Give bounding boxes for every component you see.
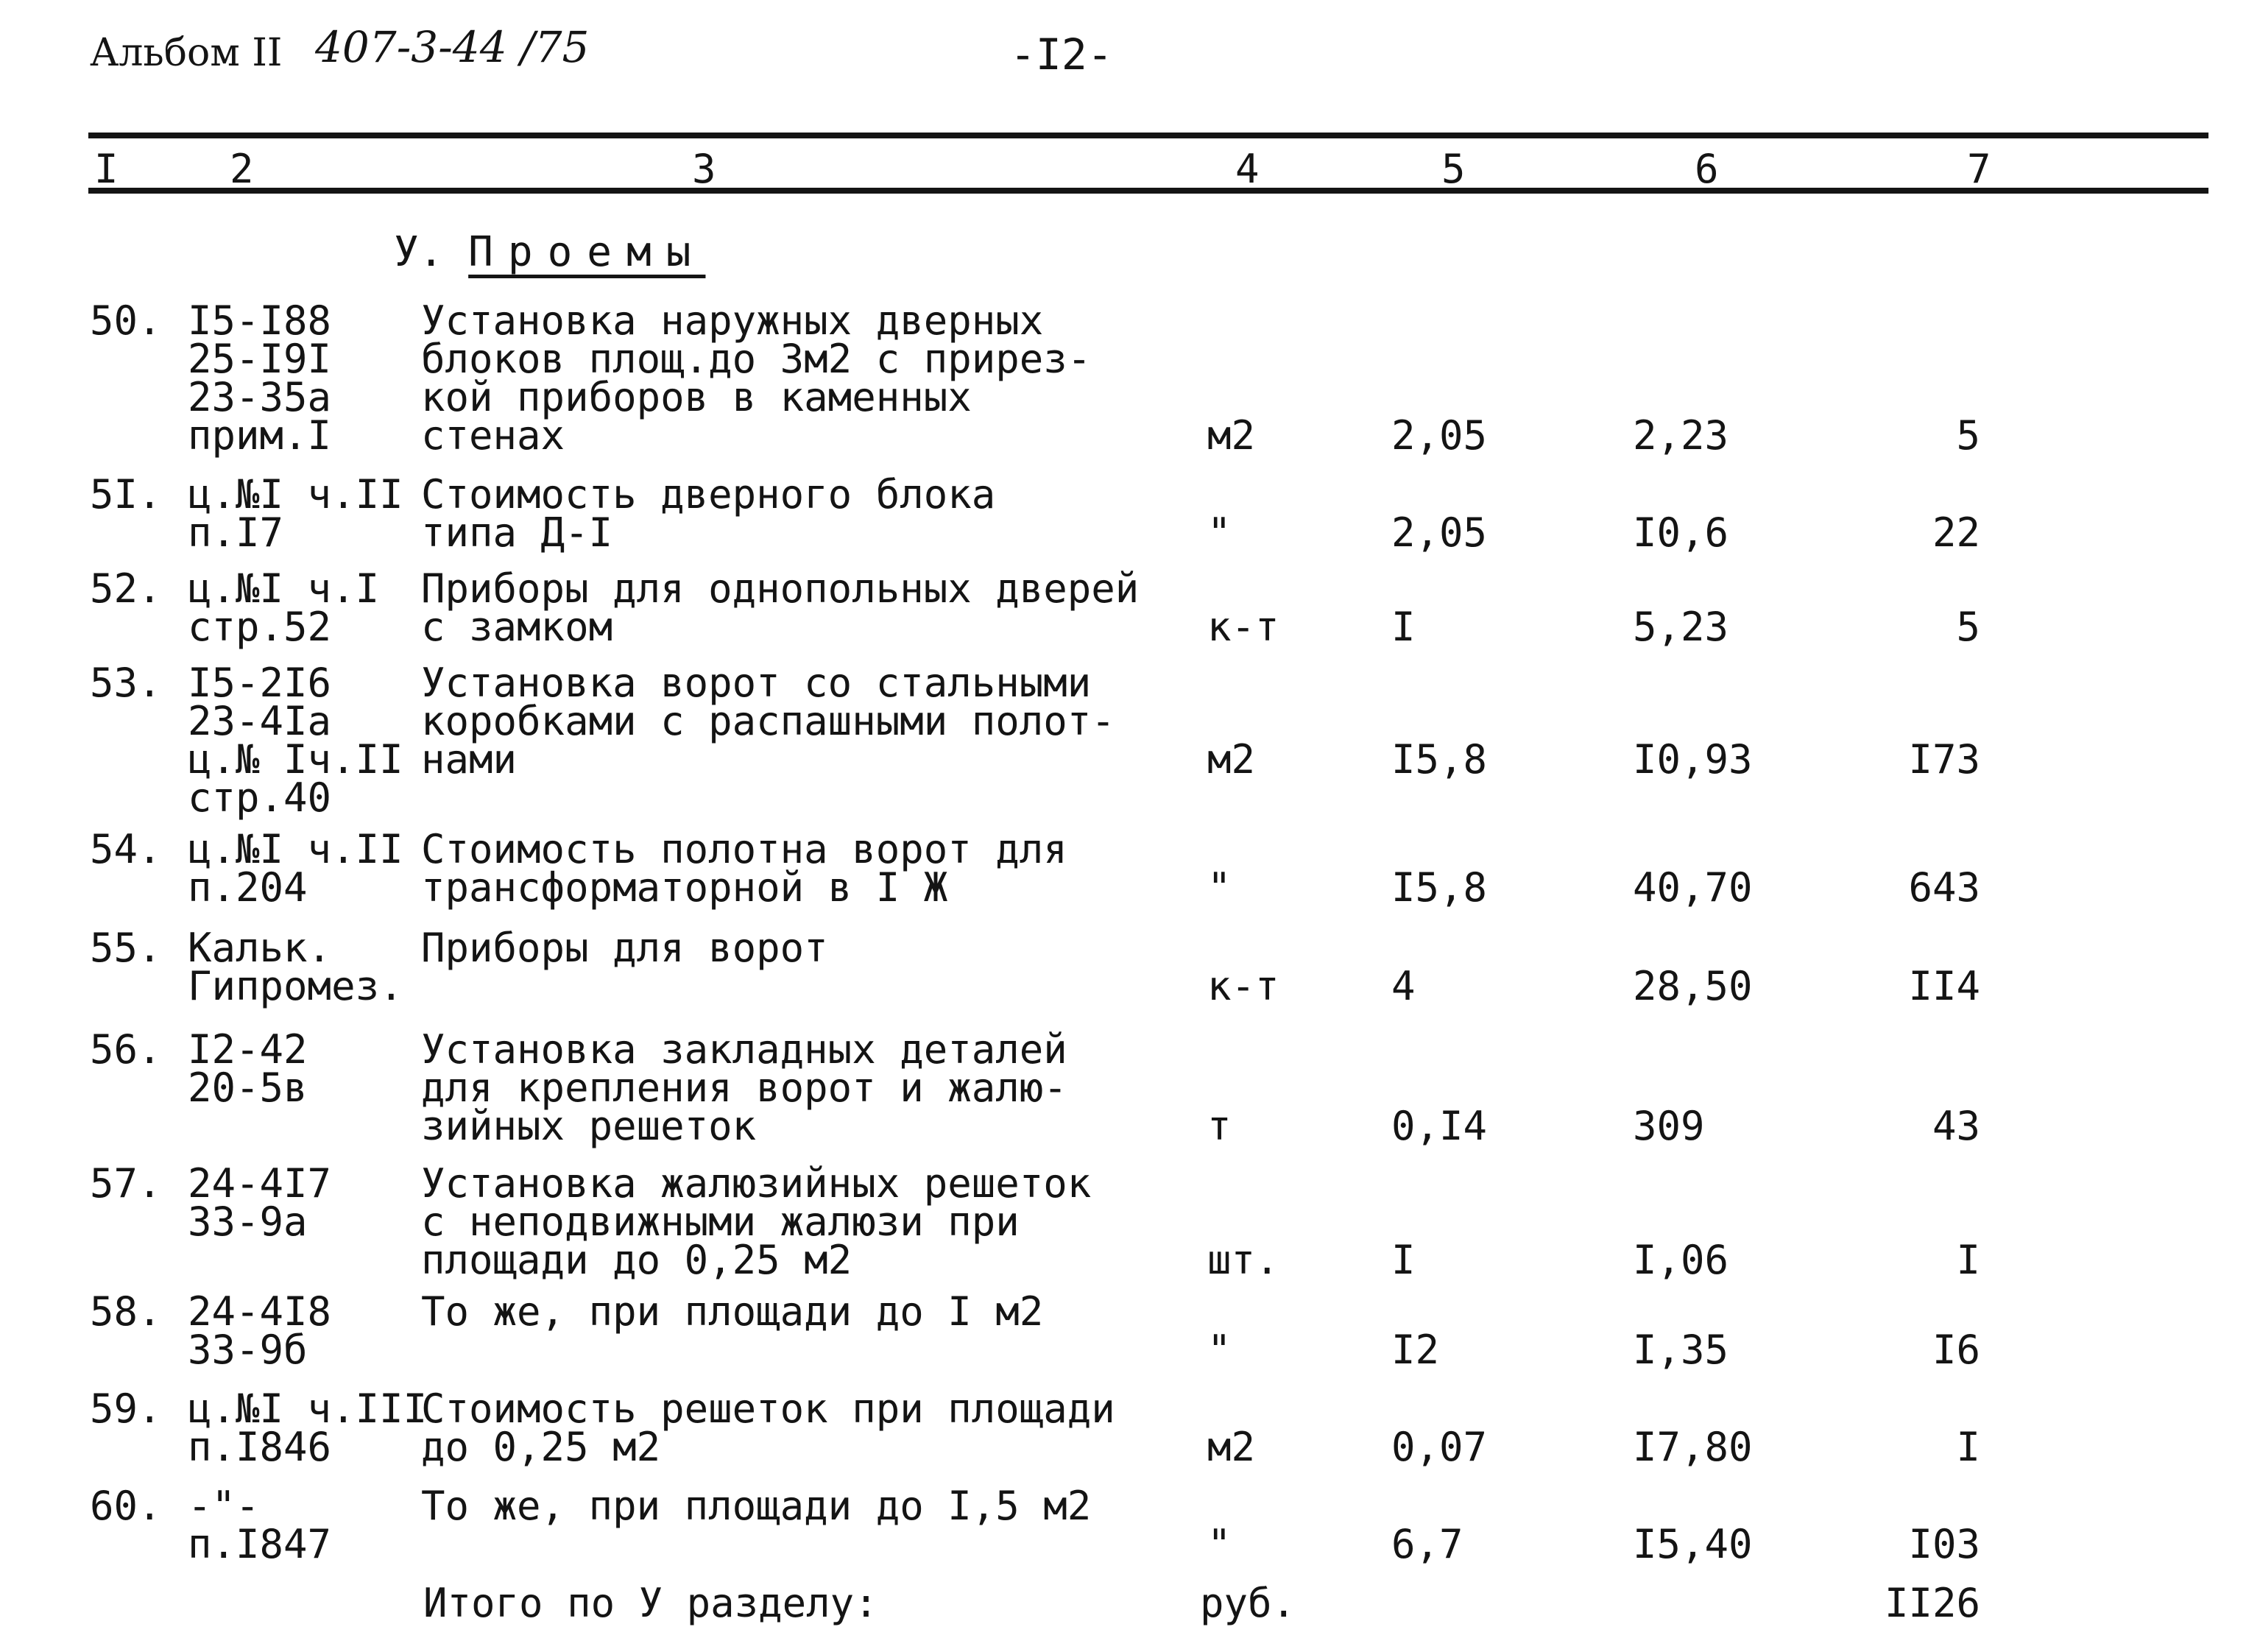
table-header-bottom-rule [88, 188, 2208, 194]
row-quantity: I [1391, 604, 1416, 650]
summary-total: II26 [1884, 1580, 1980, 1626]
row-code-line: п.204 [188, 864, 308, 911]
row-code-line: I2-42 [188, 1026, 308, 1073]
row-unit-price: 309 [1633, 1103, 1705, 1149]
row-unit-price: I7,80 [1633, 1424, 1753, 1470]
row-unit: т [1207, 1103, 1232, 1149]
row-code-line: ц.№I ч.I [188, 565, 380, 612]
row-description-line: Установка жалюзийных решеток [421, 1160, 1092, 1207]
row-code [188, 1288, 332, 1373]
row-description [421, 1288, 1044, 1335]
row-number: 5I. [90, 471, 162, 518]
album-label: Альбом II [90, 31, 283, 75]
row-quantity: I5,8 [1391, 864, 1488, 911]
row-total: I [1956, 1237, 1980, 1283]
row-description-line: Приборы для ворот [421, 925, 828, 971]
row-code [188, 565, 380, 650]
row-code-line: ц.№I ч.II [188, 471, 403, 518]
row-code [188, 1160, 332, 1245]
row-unit: м2 [1207, 736, 1256, 783]
row-description-line: Стоимость решеток при площади [421, 1386, 1115, 1432]
row-description-line: трансформаторной в I Ж [421, 864, 948, 911]
album-code-handwritten: 407-3-44 /75 [315, 22, 590, 72]
row-description [421, 660, 1115, 783]
row-code [188, 826, 403, 911]
page-number: -I2- [1010, 29, 1113, 80]
row-code [188, 1026, 308, 1111]
row-unit-price: I,35 [1633, 1327, 1729, 1373]
row-description [421, 826, 1067, 911]
row-total: 43 [1932, 1103, 1980, 1149]
row-unit-price: I5,40 [1633, 1521, 1753, 1567]
row-unit: м2 [1207, 1424, 1256, 1470]
row-total: 5 [1956, 412, 1980, 459]
row-description-line: типа Д-I [421, 509, 613, 556]
row-unit-price: 40,70 [1633, 864, 1753, 911]
row-number: 58. [90, 1288, 162, 1335]
row-description [421, 1160, 1092, 1283]
row-total: 22 [1932, 509, 1980, 556]
row-description-line: блоков площ.до 3м2 с прирез- [421, 336, 1092, 382]
row-unit-price: I0,93 [1633, 736, 1753, 783]
row-description-line: кой приборов в каменных [421, 374, 972, 420]
column-number-3: 3 [692, 146, 716, 192]
row-description-line: нами [421, 736, 518, 783]
row-code-line: 24-4I8 [188, 1288, 332, 1335]
row-description-line: площади до 0,25 м2 [421, 1237, 852, 1283]
row-code-line: ц.№I ч.III [188, 1386, 428, 1432]
row-unit: " [1207, 1327, 1232, 1373]
row-description-line: с неподвижными жалюзи при [421, 1199, 1020, 1245]
row-description-line: до 0,25 м2 [421, 1424, 661, 1470]
summary-label: Итого по У разделу: [423, 1580, 878, 1626]
row-unit: к-т [1207, 963, 1279, 1009]
row-description-line: Стоимость дверного блока [421, 471, 996, 518]
row-description-line: Приборы для однопольных дверей [421, 565, 1140, 612]
row-quantity: 2,05 [1391, 412, 1488, 459]
row-total: 643 [1908, 864, 1980, 911]
row-description [421, 565, 1140, 650]
row-code-line: п.I846 [188, 1424, 332, 1470]
row-number: 57. [90, 1160, 162, 1207]
row-quantity: 6,7 [1391, 1521, 1463, 1567]
row-code-line: I5-I88 [188, 297, 332, 344]
row-quantity: 0,07 [1391, 1424, 1488, 1470]
summary-unit: руб. [1200, 1580, 1296, 1626]
row-code-line: п.I7 [188, 509, 284, 556]
row-unit: м2 [1207, 412, 1256, 459]
column-number-6: 6 [1695, 146, 1719, 192]
row-code-line: 24-4I7 [188, 1160, 332, 1207]
row-code [188, 660, 403, 821]
row-description-line: коробками с распашными полот- [421, 698, 1115, 744]
row-code [188, 471, 403, 556]
section-title: Проемы [468, 228, 706, 276]
section-heading [394, 228, 705, 276]
column-number-2: 2 [230, 146, 254, 192]
row-unit: " [1207, 864, 1232, 911]
row-unit-price: 5,23 [1633, 604, 1729, 650]
row-number: 56. [90, 1026, 162, 1073]
row-description-line: для крепления ворот и жалю- [421, 1065, 1067, 1111]
row-number: 59. [90, 1386, 162, 1432]
column-number-5: 5 [1441, 146, 1466, 192]
row-quantity: 4 [1391, 963, 1416, 1009]
row-code-line: п.I847 [188, 1521, 332, 1567]
row-quantity: I2 [1391, 1327, 1440, 1373]
row-total: I03 [1908, 1521, 1980, 1567]
table-header-top-rule [88, 133, 2208, 138]
row-code-line: 33-9а [188, 1199, 308, 1245]
row-unit: к-т [1207, 604, 1279, 650]
row-code [188, 1386, 428, 1470]
row-code [188, 1483, 332, 1567]
row-unit-price: 2,23 [1633, 412, 1729, 459]
row-unit-price: I,06 [1633, 1237, 1729, 1283]
row-code-line: стр.52 [188, 604, 332, 650]
row-code-line: 33-9б [188, 1327, 308, 1373]
row-number: 60. [90, 1483, 162, 1529]
row-unit-price: I0,6 [1633, 509, 1729, 556]
row-code-line: 25-I9I [188, 336, 332, 382]
row-quantity: 2,05 [1391, 509, 1488, 556]
row-number: 50. [90, 297, 162, 344]
row-code-line: 20-5в [188, 1065, 308, 1111]
row-code [188, 297, 332, 459]
row-code-line: Гипромез. [188, 963, 403, 1009]
row-code-line: I5-2I6 [188, 660, 332, 706]
column-number-4: 4 [1235, 146, 1260, 192]
section-number: У. [394, 228, 444, 276]
row-description [421, 925, 828, 971]
row-description-line: с замком [421, 604, 613, 650]
row-code-line: -"- [188, 1483, 260, 1529]
row-unit: " [1207, 1521, 1232, 1567]
row-description-line: Установка закладных деталей [421, 1026, 1067, 1073]
row-code [188, 925, 403, 1009]
row-code-line: 23-4Iа [188, 698, 332, 744]
row-unit-price: 28,50 [1633, 963, 1753, 1009]
row-quantity: I [1391, 1237, 1416, 1283]
row-code-line: ц.№I ч.II [188, 826, 403, 872]
row-total: I [1956, 1424, 1980, 1470]
row-description-line: Установка ворот со стальными [421, 660, 1092, 706]
row-description [421, 471, 996, 556]
row-total: I73 [1908, 736, 1980, 783]
row-total: II4 [1908, 963, 1980, 1009]
row-description [421, 1026, 1067, 1149]
row-description-line: стенах [421, 412, 565, 459]
row-description-line: Установка наружных дверных [421, 297, 1044, 344]
row-number: 53. [90, 660, 162, 706]
row-description-line: Стоимость полотна ворот для [421, 826, 1067, 872]
row-code-line: Кальк. [188, 925, 332, 971]
row-total: I6 [1932, 1327, 1980, 1373]
column-number-1: I [94, 146, 119, 192]
row-quantity: I5,8 [1391, 736, 1488, 783]
row-unit: " [1207, 509, 1232, 556]
row-description [421, 1483, 1092, 1529]
row-description [421, 297, 1092, 459]
row-unit: шт. [1207, 1237, 1279, 1283]
row-description-line: То же, при площади до I,5 м2 [421, 1483, 1092, 1529]
row-quantity: 0,I4 [1391, 1103, 1488, 1149]
row-code-line: 23-35а [188, 374, 332, 420]
row-description-line: зийных решеток [421, 1103, 757, 1149]
row-number: 54. [90, 826, 162, 872]
row-number: 52. [90, 565, 162, 612]
row-code-line: ц.№ Iч.II [188, 736, 403, 783]
row-code-line: прим.I [188, 412, 332, 459]
row-description [421, 1386, 1115, 1470]
row-description-line: То же, при площади до I м2 [421, 1288, 1044, 1335]
row-code-line: стр.40 [188, 774, 332, 821]
row-total: 5 [1956, 604, 1980, 650]
column-number-7: 7 [1967, 146, 1991, 192]
row-number: 55. [90, 925, 162, 971]
